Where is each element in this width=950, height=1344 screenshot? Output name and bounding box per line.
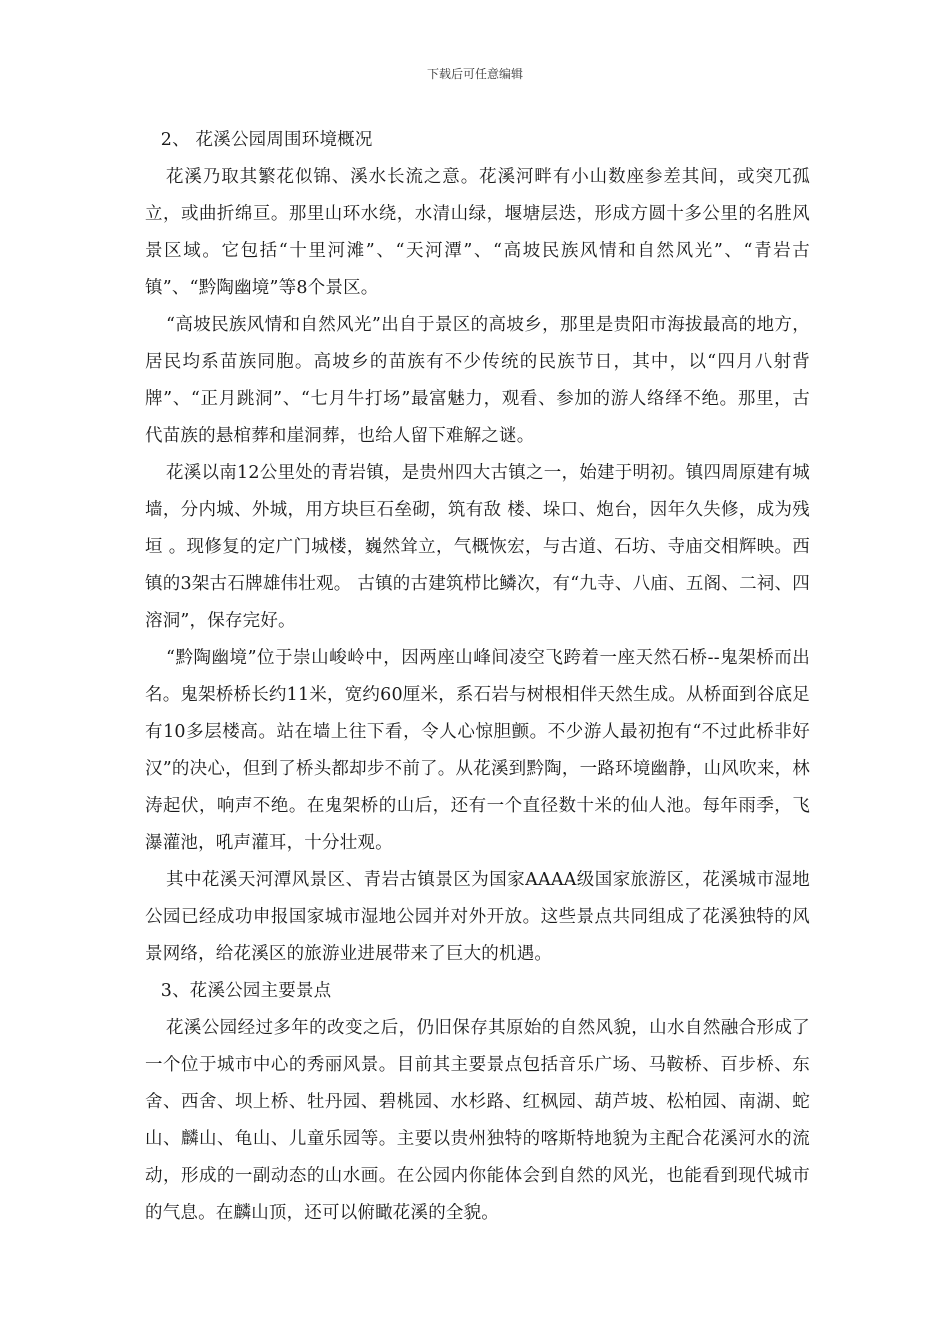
paragraph: 花溪以南12公里处的青岩镇，是贵州四大古镇之一，始建于明初。镇四周原建有城墙，分内城、外城，用方块巨石垒砌，筑有敌 楼、垛口、炮台，因年久失修，成为残垣 。现修复的定广门城楼，巍然耸立，气概恢宏，与古道、石坊、寺庙交相辉映。西镇的3架古石牌雄伟壮观。 古镇的古建筑栉比鳞次，有“九寺、八庙、五阁、二祠、四溶洞”，保存完好。: [145, 463, 810, 631]
paragraph: “黔陶幽境”位于崇山峻岭中，因两座山峰间凌空飞跨着一座天然石桥--鬼架桥而出名。鬼架桥桥长约11米，宽约60厘米，系石岩与树根相伴天然生成。从桥面到谷底足有10多层楼高。站在墙上往下看，令人心惊胆颤。不少游人最初抱有“不过此桥非好汉”的决心，但到了桥头都却步不前了。从花溪到黔陶，一路环境幽静，山风吹来，林涛起伏，响声不绝。在鬼架桥的山后，还有一个直径数十米的仙人池。每年雨季，飞瀑灌池，吼声灌耳，十分壮观。: [145, 648, 810, 853]
section-heading-2: 2、 花溪公园周围环境概况: [160, 130, 373, 150]
section-heading-3: 3、花溪公园主要景点: [160, 981, 332, 1001]
page-header: 下载后可任意编辑: [426, 67, 523, 81]
paragraph: “高坡民族风情和自然风光”出自于景区的高坡乡，那里是贵阳市海拔最高的地方，居民均系苗族同胞。高坡乡的苗族有不少传统的民族节日，其中，以“四月八射背牌”、“正月跳洞”、“七月牛打场”最富魅力，观看、参加的游人络绎不绝。那里，古代苗族的悬棺葬和崖洞葬，也给人留下难解之谜。: [145, 315, 810, 446]
paragraph: 花溪公园经过多年的改变之后，仍旧保存其原始的自然风貌，山水自然融合形成了一个位于城市中心的秀丽风景。目前其主要景点包括音乐广场、马鞍桥、百步桥、东舍、西舍、坝上桥、牡丹园、碧桃园、水杉路、红枫园、葫芦坡、松柏园、南湖、蛇山、麟山、龟山、儿童乐园等。主要以贵州独特的喀斯特地貌为主配合花溪河水的流动，形成的一副动态的山水画。在公园内你能体会到自然的风光，也能看到现代城市的气息。在麟山顶，还可以俯瞰花溪的全貌。: [145, 1018, 810, 1223]
document-body: [145, 122, 810, 1232]
paragraph: 其中花溪天河潭风景区、青岩古镇景区为国家AAAA级国家旅游区，花溪城市湿地公园已经成功申报国家城市湿地公园并对外开放。这些景点共同组成了花溪独特的风景网络，给花溪区的旅游业进展带来了巨大的机遇。: [145, 870, 810, 964]
paragraph: 花溪乃取其繁花似锦、溪水长流之意。花溪河畔有小山数座参差其间，或突兀孤立，或曲折绵亘。那里山环水绕，水清山绿，堰塘层迭，形成方圆十多公里的名胜风景区域。它包括“十里河滩”、“天河潭”、“高坡民族风情和自然风光”、“青岩古镇”、“黔陶幽境”等8个景区。: [145, 167, 810, 298]
